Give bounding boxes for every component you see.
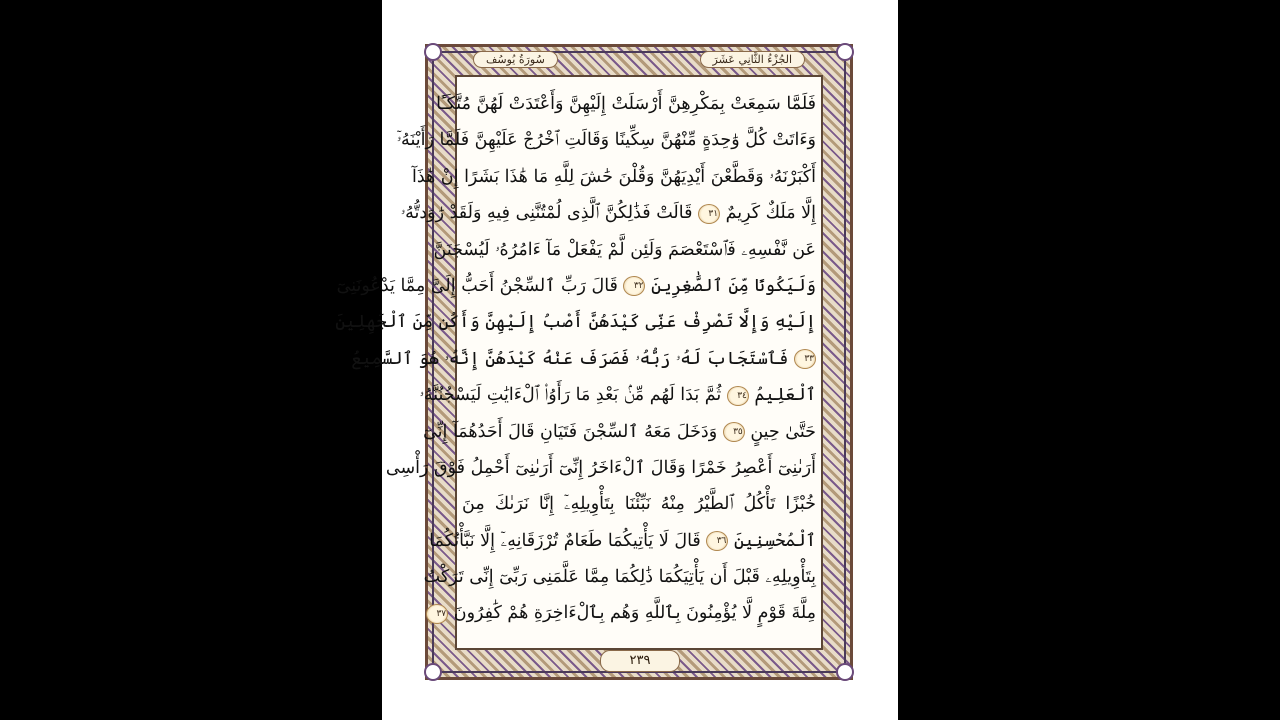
ayah-number-marker: ٣٤ xyxy=(727,386,749,406)
verse-line xyxy=(423,559,816,595)
verse-text: قَالَ رَبِّ ٱلسِّجْنُ أَحَبُّ إِلَىَّ مِمَّا يَدْعُونَنِىٓ xyxy=(336,275,618,296)
corner-ornament-icon xyxy=(836,663,854,681)
verse-text: وَلَيَكُونًا مِّنَ ٱلصَّٰغِرِينَ xyxy=(651,275,816,296)
verse-text: ثُمَّ بَدَا لَهُم مِّنۢ بَعْدِ مَا رَأَوُا۟ ٱلْءَايَٰتِ لَيَسْجُنُنَّهُۥ xyxy=(419,385,722,406)
verse-text: عَن نَّفْسِهِۦ فَٱسْتَعْصَمَ وَلَئِن لَّمْ يَفْعَلْ مَآ ءَامُرُهُۥ لَيُسْجَنَنَّ xyxy=(433,239,816,260)
verse-line xyxy=(423,414,816,450)
verse-text: أَكْبَرْنَهُۥ وَقَطَّعْنَ أَيْدِيَهُنَّ وَقُلْنَ حَٰشَ لِلَّهِ مَا هَٰذَا بَشَرًا إِنْ هَٰذَآ xyxy=(411,166,816,187)
corner-ornament-icon xyxy=(424,43,442,61)
verse-text: فَلَمَّا سَمِعَتْ بِمَكْرِهِنَّ أَرْسَلَتْ إِلَيْهِنَّ وَأَعْتَدَتْ لَهُنَّ مُتَّكَـًٔا xyxy=(436,94,816,114)
verse-text: إِلَّا مَلَكٌ كَرِيمٌ xyxy=(725,203,816,224)
verse-line xyxy=(335,304,816,340)
verse-text: قَالَتْ فَذَٰلِكُنَّ ٱلَّذِى لُمْتُنَّنِى فِيهِ وَلَقَدْ رَٰوَدتُّهُۥ xyxy=(400,203,693,224)
corner-ornament-icon xyxy=(836,43,854,61)
verse-text: وَءَاتَتْ كُلَّ وَٰحِدَةٍ مِّنْهُنَّ سِكِّينًا وَقَالَتِ ٱخْرُجْ عَلَيْهِنَّ فَلَمَّا رَأَيْنَهُۥٓ xyxy=(396,130,816,151)
verse-line xyxy=(436,595,816,631)
verse-line xyxy=(419,377,816,413)
verse-line xyxy=(429,523,816,559)
verse-text: بِتَأْوِيلِهِۦ قَبْلَ أَن يَأْتِيَكُمَا ذَٰلِكُمَا مِمَّا عَلَّمَنِى رَبِّىٓ إِنِّى تَرَكْتُ xyxy=(423,567,816,588)
surah-name: سُورَةُ يُوسُف xyxy=(473,51,558,68)
verse-line xyxy=(385,450,816,486)
verse-lines xyxy=(335,86,816,636)
verse-text: ٱلْعَلِيمُ xyxy=(754,385,816,406)
verse-line xyxy=(436,86,816,122)
verse-line xyxy=(462,486,816,522)
verse-line xyxy=(351,341,816,377)
juz-name: الجُزْءُ الثَّانِي عَشَرَ xyxy=(700,51,806,68)
page-number: ٢٣٩ xyxy=(600,650,680,672)
ayah-number-marker: ٣٥ xyxy=(723,422,745,442)
ayah-number-marker: ٣٢ xyxy=(623,276,645,296)
verse-text: حَتَّىٰ حِينٍ xyxy=(750,421,816,442)
verse-text: وَدَخَلَ مَعَهُ ٱلسِّجْنَ فَتَيَانِ قَالَ أَحَدُهُمَآ إِنِّىٓ xyxy=(423,421,718,442)
verse-text: فَٱسْتَجَابَ لَهُۥ رَبُّهُۥ فَصَرَفَ عَنْهُ كَيْدَهُنَّ إِنَّهُۥ هُوَ ٱلسَّمِيعُ xyxy=(351,348,789,369)
ayah-number-marker: ٣٣ xyxy=(794,349,816,369)
verse-line xyxy=(411,159,816,195)
ayah-number-marker: ٣٧ xyxy=(426,604,448,624)
corner-ornament-icon xyxy=(424,663,442,681)
verse-line xyxy=(433,232,816,268)
verse-text: إِلَيْهِ وَإِلَّا تَصْرِفْ عَنِّى كَيْدَهُنَّ أَصْبُ إِلَيْهِنَّ وَأَكُن مِّنَ ٱلْجَٰهِلِينَ xyxy=(335,312,816,333)
verse-text: قَالَ لَا يَأْتِيكُمَا طَعَامٌ تُرْزَقَانِهِۦٓ إِلَّا نَبَّأْتُكُمَا xyxy=(429,530,701,551)
verse-line xyxy=(400,195,816,231)
verse-line xyxy=(336,268,816,304)
verse-text: خُبْزًا تَأْكُلُ ٱلطَّيْرُ مِنْهُ نَبِّئْنَا بِتَأْوِيلِهِۦٓ إِنَّا نَرَىٰكَ مِنَ xyxy=(462,494,816,515)
ayah-number-marker: ٣٦ xyxy=(706,531,728,551)
verse-line xyxy=(396,122,816,158)
verse-text: أَرَىٰنِىٓ أَعْصِرُ خَمْرًا وَقَالَ ٱلْءَاخَرُ إِنِّىٓ أَرَىٰنِىٓ أَحْمِلُ فَوْقَ رَأْسِى xyxy=(385,457,816,478)
verse-text: مِلَّةَ قَوْمٍ لَّا يُؤْمِنُونَ بِٱللَّهِ وَهُم بِٱلْءَاخِرَةِ هُمْ كَٰفِرُونَ xyxy=(453,603,816,624)
verse-text: ٱلْمُحْسِنِينَ xyxy=(733,530,816,551)
page-header xyxy=(455,48,823,70)
ayah-number-marker: ٣١ xyxy=(698,204,720,224)
